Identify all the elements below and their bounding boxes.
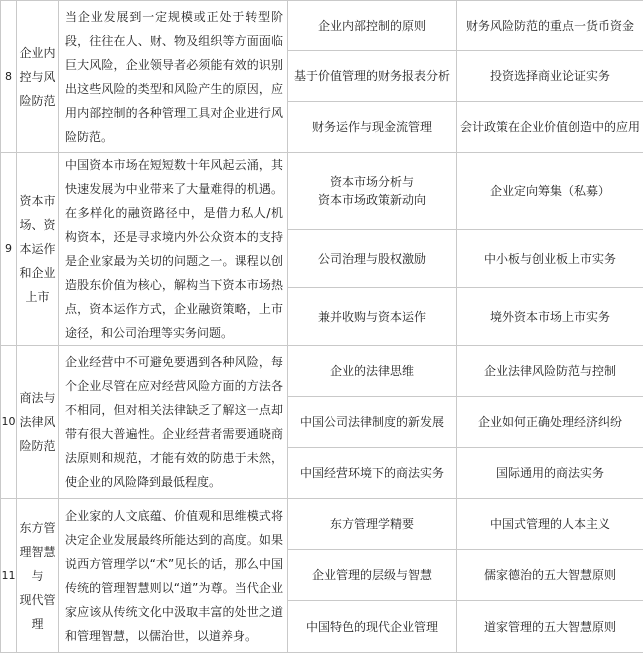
category-line: 本运作 [19, 242, 56, 256]
course-left [288, 153, 457, 230]
course-left: 中国特色的现代企业管理 [288, 601, 457, 653]
category-line: 上市 [25, 290, 50, 304]
category-line: 险防范 [19, 93, 56, 108]
course-left: 东方管理学精要 [288, 499, 457, 550]
row-number: 9 [1, 153, 17, 346]
category-line: 场、资 [19, 218, 56, 232]
course-right: 中国式管理的人本主义 [457, 499, 643, 550]
course-line: 资本市场分析与 [329, 175, 414, 190]
module-description: 中国资本市场在短短数十年风起云涌，其快速发展为中业带来了大量难得的机遇。在多样化的融资路径中，是借力私人/机构资本，还是寻求境内外公众资本的支持是企业家最为关切的问题之一。课程以创造股东价值为核心，解构当下资本市场热点，资本运作方式，企业融资策略，上市途径，和公司治理等实务问题。 [59, 153, 288, 346]
category-line: 商法与 [19, 391, 56, 405]
course-right: 企业定向筹集（私募） [457, 153, 643, 230]
category-line: 法律风 [19, 415, 56, 429]
course-left: 企业管理的层级与智慧 [288, 550, 457, 601]
table-row [1, 499, 643, 550]
course-left: 企业内部控制的原则 [288, 1, 457, 51]
category-line: 理智慧与 [19, 544, 56, 583]
module-description: 当企业发展到一定规模或正处于转型阶段，往往在人、财、物及组织等方面面临巨大风险，企业领导者必须能有效的识别出这些风险的类型和风险产生的原因，应用内部控制的各种管理工具对企业进行风险防范。 [59, 1, 288, 153]
course-left: 企业的法律思维 [288, 346, 457, 397]
category-line: 现代管理 [19, 592, 56, 631]
course-right: 会计政策在企业价值创造中的应用 [457, 102, 643, 153]
course-left: 兼并收购与资本运作 [288, 288, 457, 346]
module-description: 企业经营中不可避免要遇到各种风险，每个企业尽管在应对经营风险方面的方法各不相同，但对相关法律缺乏了解这一点却带有很大普遍性。企业经营者需要通晓商法原则和规范，才能有效的防患于未然，使企业的风险降到最低程度。 [59, 346, 288, 499]
category-line: 资本市 [19, 194, 56, 208]
course-left: 中国经营环境下的商法实务 [288, 448, 457, 499]
category-line: 东方管 [19, 520, 56, 535]
course-right: 境外资本市场上市实务 [457, 288, 643, 346]
table-row [1, 346, 643, 397]
course-line: 资本市场政策新动向 [317, 193, 426, 208]
table-body [1, 1, 643, 653]
category-line: 控与风 [19, 69, 56, 84]
module-category [17, 1, 59, 153]
module-description: 企业家的人文底蕴、价值观和思维模式将决定企业发展最终所能达到的高度。如果说西方管理学以“术”见长的话，那么中国传统的管理智慧则以“道”为尊。当代企业家应该从传统文化中汲取丰富的处世之道和管理智慧，以儒治世，以道养身。 [59, 499, 288, 653]
module-category [17, 153, 59, 346]
course-left: 基于价值管理的财务报表分析 [288, 51, 457, 102]
row-number: 8 [1, 1, 17, 153]
course-right: 国际通用的商法实务 [457, 448, 643, 499]
row-number: 11 [1, 499, 17, 653]
module-category [17, 346, 59, 499]
table-row [1, 1, 643, 51]
course-left: 中国公司法律制度的新发展 [288, 397, 457, 448]
table-row [1, 153, 643, 230]
category-line: 和企业 [19, 266, 56, 280]
course-right: 儒家德治的五大智慧原则 [457, 550, 643, 601]
course-right: 企业法律风险防范与控制 [457, 346, 643, 397]
row-number: 10 [1, 346, 17, 499]
category-line: 企业内 [19, 45, 56, 60]
course-right: 道家管理的五大智慧原则 [457, 601, 643, 653]
course-left: 财务运作与现金流管理 [288, 102, 457, 153]
course-right: 中小板与创业板上市实务 [457, 230, 643, 288]
module-category [17, 499, 59, 653]
course-left: 公司治理与股权激励 [288, 230, 457, 288]
course-right: 企业如何正确处理经济纠纷 [457, 397, 643, 448]
course-right: 投资选择商业论证实务 [457, 51, 643, 102]
category-line: 险防范 [19, 439, 56, 453]
course-right: 财务风险防范的重点一货币资金 [457, 1, 643, 51]
